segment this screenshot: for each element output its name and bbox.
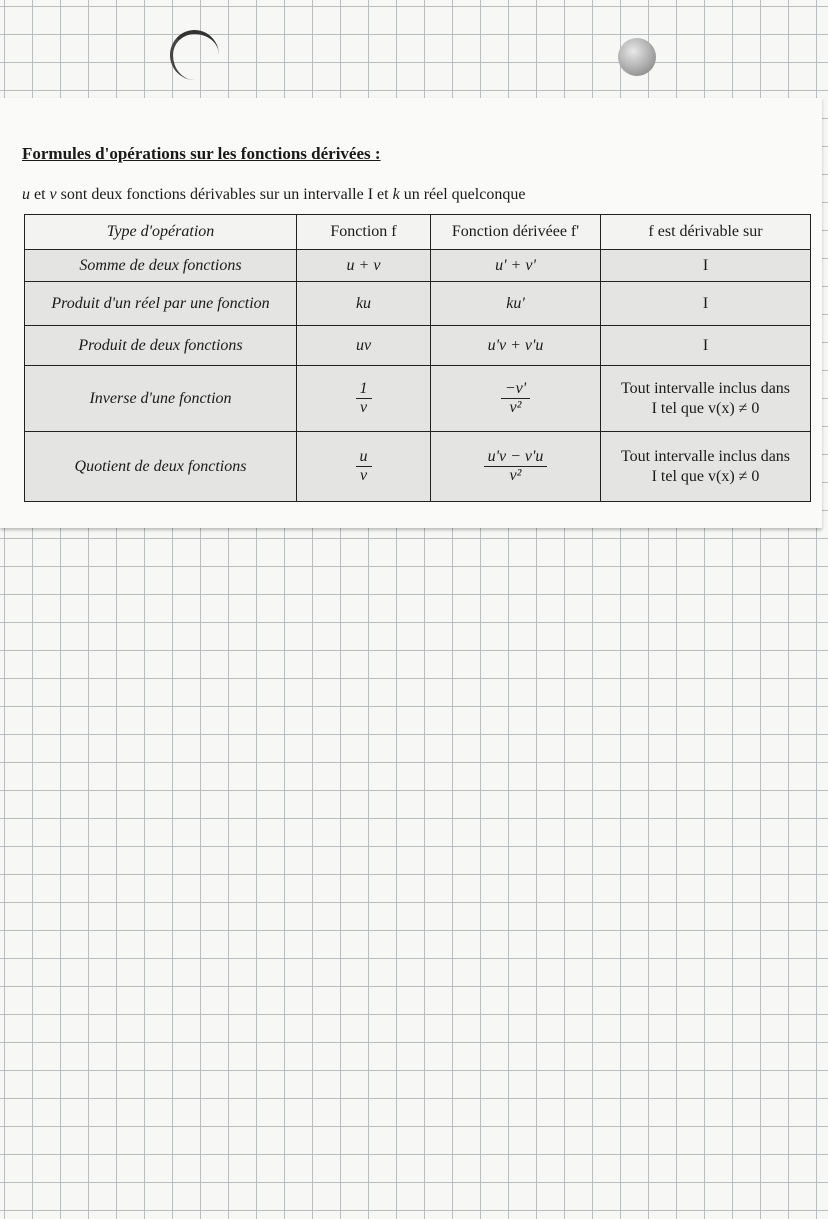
intro-sentence — [22, 186, 525, 204]
fraction-numerator: −v' — [501, 380, 530, 399]
domain-line-2: I tel que v(x) ≠ 0 — [651, 467, 760, 485]
row-domain: I — [601, 282, 811, 326]
intro-k: k — [392, 186, 400, 203]
row-domain — [601, 366, 811, 432]
row-derivative: u' + v' — [431, 250, 601, 282]
table-row — [25, 282, 811, 326]
fraction-numerator: u — [356, 448, 372, 467]
header-function: Fonction f — [297, 215, 431, 250]
fraction-denominator: v² — [509, 399, 522, 416]
domain-line-2: I tel que v(x) ≠ 0 — [651, 399, 760, 417]
header-type: Type d'opération — [25, 215, 297, 250]
header-derivative: Fonction dérivéee f' — [431, 215, 601, 250]
row-function: ku — [297, 282, 431, 326]
page-title: Formules d'opérations sur les fonctions dérivées : — [22, 144, 381, 163]
row-type: Quotient de deux fonctions — [25, 432, 297, 502]
fraction — [484, 448, 548, 484]
intro-et: et — [34, 186, 46, 203]
fraction-numerator: u'v − v'u — [484, 448, 548, 467]
fraction-denominator: v² — [509, 467, 522, 484]
row-type: Produit de deux fonctions — [25, 326, 297, 366]
row-function — [297, 366, 431, 432]
row-derivative — [431, 366, 601, 432]
table-row — [25, 432, 811, 502]
domain-line-1: Tout intervalle inclus dans — [620, 447, 791, 465]
fraction-denominator: v — [359, 399, 368, 416]
row-domain: I — [601, 250, 811, 282]
row-function: uv — [297, 326, 431, 366]
table-header-row — [25, 215, 811, 250]
row-domain — [601, 432, 811, 502]
table-row — [25, 326, 811, 366]
row-derivative: u'v + v'u — [431, 326, 601, 366]
row-derivative — [431, 432, 601, 502]
binder-hole-right — [618, 38, 656, 76]
row-domain: I — [601, 326, 811, 366]
binder-hole-left — [170, 30, 219, 80]
row-type: Produit d'un réel par une fonction — [25, 282, 297, 326]
fraction-numerator: 1 — [356, 380, 372, 399]
fraction — [356, 380, 372, 416]
intro-tail: un réel quelconque — [403, 186, 526, 203]
fraction — [356, 448, 372, 484]
fraction-denominator: v — [359, 467, 368, 484]
derivative-formulas-table — [24, 214, 811, 502]
table-row — [25, 250, 811, 282]
intro-text: sont deux fonctions dérivables sur un intervalle I et — [60, 186, 389, 203]
fraction — [501, 380, 530, 416]
intro-v: v — [49, 186, 57, 203]
row-type: Inverse d'une fonction — [25, 366, 297, 432]
header-domain: f est dérivable sur — [601, 215, 811, 250]
row-type: Somme de deux fonctions — [25, 250, 297, 282]
domain-line-1: Tout intervalle inclus dans — [620, 379, 791, 397]
row-function — [297, 432, 431, 502]
intro-u: u — [22, 186, 30, 203]
formula-sheet — [0, 98, 822, 528]
row-derivative: ku' — [431, 282, 601, 326]
row-function: u + v — [297, 250, 431, 282]
table-row — [25, 366, 811, 432]
